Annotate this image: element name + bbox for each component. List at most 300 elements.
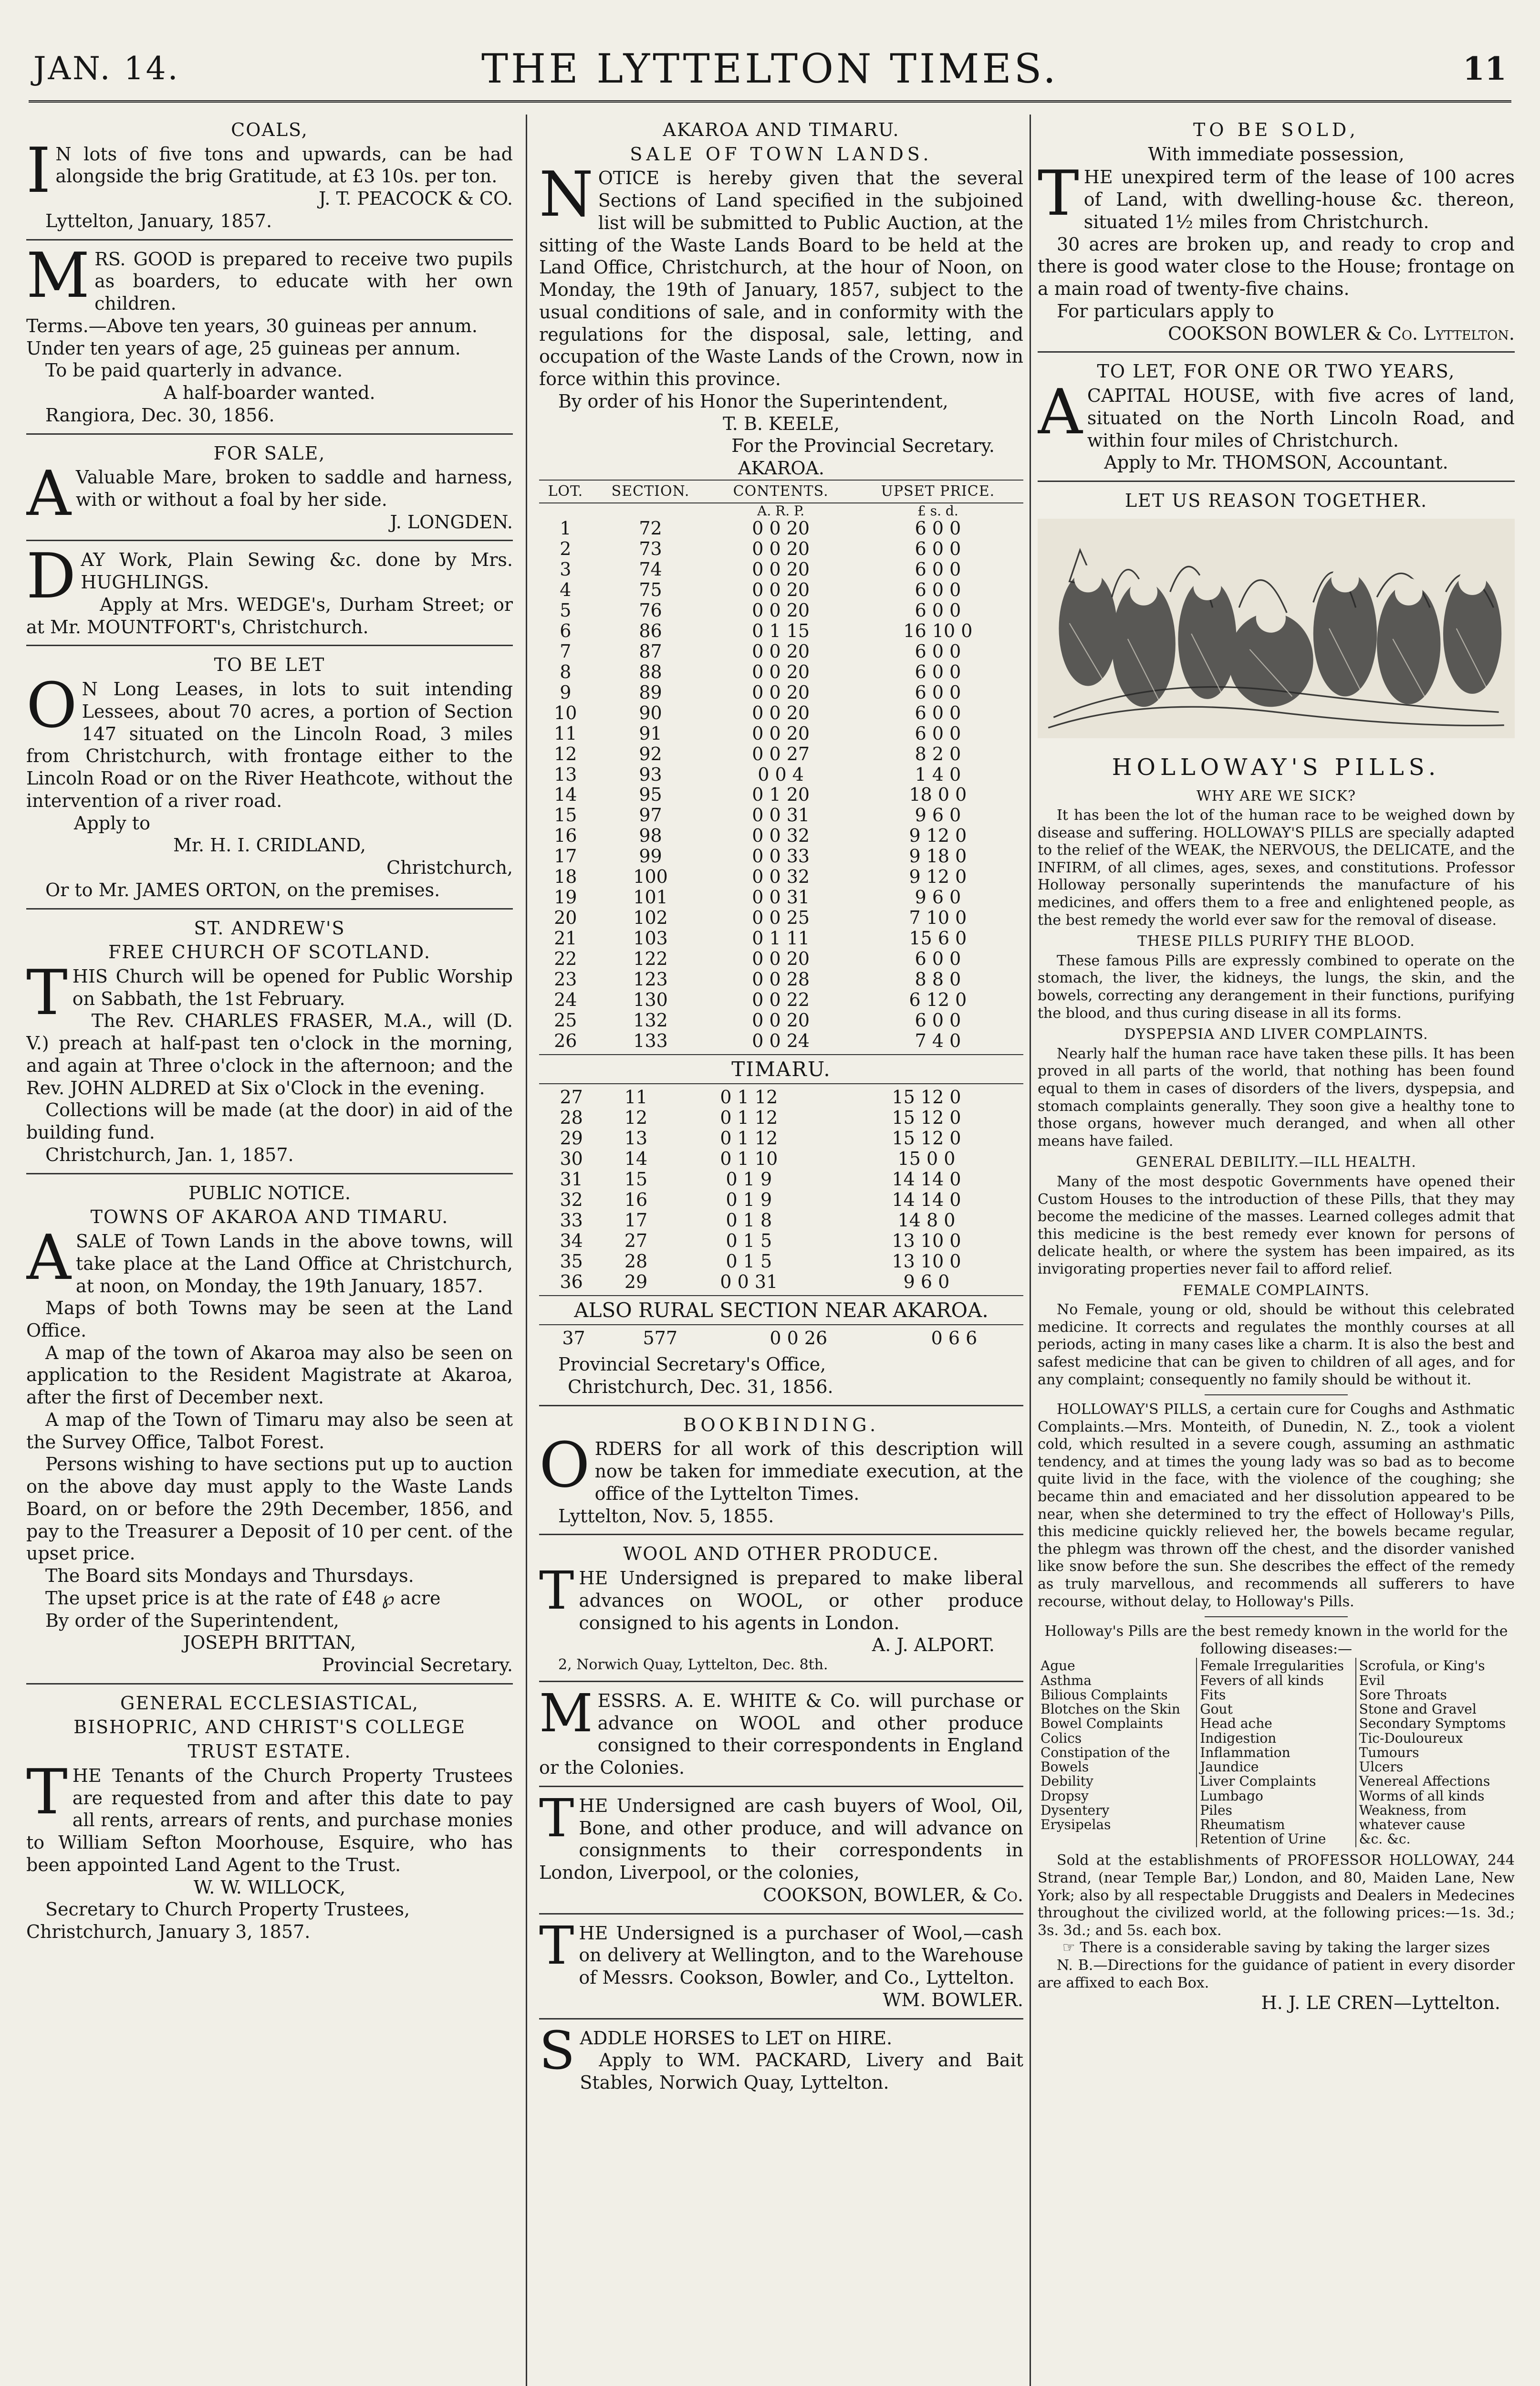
table-cell: 0 1 20 bbox=[752, 784, 810, 806]
table-cell: 15 12 0 bbox=[892, 1087, 961, 1108]
ad-subheading: With immediate possession, bbox=[1148, 143, 1405, 165]
section-heading: FEMALE COMPLAINTS. bbox=[1183, 1282, 1370, 1299]
table-row bbox=[539, 539, 1023, 559]
disease-item: Weakness, from whatever cause bbox=[1359, 1802, 1467, 1832]
ad-text: Or to Mr. JAMES ORTON, on the premises. bbox=[45, 879, 440, 900]
ad-text: A map of the town of Akaroa may also be seen on application to the Resident Magistrate at Akaroa, after the first of December next. bbox=[26, 1342, 513, 1408]
disease-item: &c. &c. bbox=[1359, 1831, 1411, 1847]
ad-signature: JOSEPH BRITTAN, bbox=[183, 1632, 356, 1653]
table-cell: 5 bbox=[560, 600, 572, 621]
diseases-column bbox=[1356, 1658, 1515, 1847]
ad-text: A half-boarder wanted. bbox=[164, 382, 375, 404]
ad-dateline: Christchurch, Jan. 1, 1857. bbox=[45, 1144, 294, 1165]
ad-terms: Under ten years of age, 25 guineas per annum. bbox=[26, 337, 461, 359]
table-cell: 98 bbox=[639, 825, 662, 847]
disease-item: Female Irregularities bbox=[1200, 1658, 1344, 1674]
table-cell: 123 bbox=[633, 968, 668, 990]
drop-cap: M bbox=[26, 239, 90, 312]
ad-text: These famous Pills are expressly combined to operate on the stomach, the liver, the kidneys, the lungs, the skin, and the bowels, correcting any derangement in their functions, purifying the blood, and thus curing disease in all its forms. bbox=[1038, 952, 1515, 1022]
ad-holloways-pills bbox=[1038, 490, 1515, 2021]
drop-cap: T bbox=[26, 956, 68, 1029]
table-cell: 36 bbox=[560, 1271, 583, 1292]
table-cell: 6 bbox=[560, 620, 572, 641]
table-cell: 23 bbox=[554, 968, 577, 990]
ad-text: Maps of both Towns may be seen at the Land Office. bbox=[26, 1298, 513, 1341]
disease-item: Constipation of the Bowels bbox=[1041, 1744, 1170, 1775]
table-cell: 25 bbox=[554, 1009, 577, 1031]
table-cell: 0 1 10 bbox=[720, 1148, 778, 1170]
testimonial-text: HOLLOWAY'S PILLS, a certain cure for Coughs and Asthmatic Complaints.—Mrs. Monteith, of Dunedin, N. Z., took a violent cold, which resulted in a severe cough, assuming an asthmatic tendency, and at times the young lady was so bad as to become quite livid in the face, with the violence of the coughing; she became thin and emaciated and her dissolution appeared to be near, when she determined to try the effect of Holloway's Pills, this medicine quickly relieved her, the bowels became regular, the phlegm was thrown off the chest, and the disorder vanished like snow before the sun. She describes the effect of the remedy as truly marvellous, and recommends all sufferers to have recourse, without delay, to Holloway's Pills. bbox=[1038, 1401, 1515, 1610]
ad-heading: FREE CHURCH OF SCOTLAND. bbox=[108, 942, 431, 963]
table-cell: 16 bbox=[624, 1189, 648, 1210]
page-number: 11 bbox=[1463, 50, 1507, 87]
ad-text: Persons wishing to have sections put up to auction on the above day must apply to the Waste Lands Board, on or before the 29th December, 1856, and pay to the Treasurer a Deposit of 10 per cent. of the upset price. bbox=[26, 1454, 513, 1564]
table-cell: 0 0 28 bbox=[752, 968, 810, 990]
table-cell: 93 bbox=[639, 764, 662, 785]
drop-cap: T bbox=[26, 1755, 68, 1828]
disease-item: Lumbago bbox=[1200, 1788, 1263, 1804]
ad-text: Secretary to Church Property Trustees, bbox=[45, 1899, 410, 1920]
table-cell: 86 bbox=[639, 620, 662, 641]
table-cell: 3 bbox=[560, 559, 572, 580]
ad-heading: TRUST ESTATE. bbox=[187, 1741, 352, 1762]
ad-body: HE Undersigned are cash buyers of Wool, Oil, Bone, and other produce, and will advance on consignments to their correspondents in London, Liverpool, or the colonies, bbox=[539, 1795, 1023, 1884]
table-cell: 74 bbox=[639, 559, 662, 580]
table-cell: 15 0 0 bbox=[897, 1148, 956, 1170]
table-cell: 6 0 0 bbox=[915, 722, 961, 744]
table-section-title: ALSO RURAL SECTION NEAR AKAROA. bbox=[539, 1295, 1023, 1326]
ad-body: ADDLE HORSES to LET on HIRE. bbox=[580, 2027, 893, 2049]
table-cell: 9 6 0 bbox=[903, 1271, 950, 1292]
disease-item: Piles bbox=[1200, 1802, 1233, 1818]
ad-bookbinding bbox=[539, 1414, 1023, 1536]
table-cell: 0 1 9 bbox=[726, 1169, 772, 1190]
ad-text: For particulars apply to bbox=[1057, 300, 1274, 322]
table-cell: 6 0 0 bbox=[915, 681, 961, 703]
rural-section-table bbox=[539, 1328, 1023, 1349]
disease-item: Rheumatism bbox=[1200, 1817, 1285, 1832]
table-cell: 97 bbox=[639, 805, 662, 826]
table-cell: 0 0 31 bbox=[752, 805, 810, 826]
table-cell: 6 0 0 bbox=[915, 579, 961, 601]
ad-heading: TO BE LET bbox=[214, 654, 325, 676]
table-cell: 0 0 20 bbox=[752, 722, 810, 744]
table-row bbox=[539, 518, 1023, 539]
table-row bbox=[539, 1190, 1023, 1210]
table-cell: 9 6 0 bbox=[915, 805, 961, 826]
table-cell: 29 bbox=[560, 1128, 583, 1149]
table-cell: 0 0 20 bbox=[752, 681, 810, 703]
diseases-column bbox=[1038, 1658, 1197, 1847]
ad-heading: BOOKBINDING. bbox=[683, 1414, 880, 1435]
table-cell: 102 bbox=[633, 907, 668, 929]
table-row bbox=[539, 908, 1023, 928]
ad-text: For the Provincial Secretary. bbox=[731, 435, 995, 457]
drop-cap: T bbox=[1038, 157, 1079, 230]
table-cell: 11 bbox=[624, 1087, 648, 1108]
drop-cap: T bbox=[539, 1915, 574, 1976]
disease-item: Fits bbox=[1200, 1686, 1226, 1703]
table-cell: 89 bbox=[639, 681, 662, 703]
issue-date: JAN. 14. bbox=[33, 50, 180, 87]
drop-cap: T bbox=[539, 1560, 574, 1622]
table-cell: 7 bbox=[560, 640, 572, 662]
ad-signature: COOKSON, BOWLER, & Co. bbox=[763, 1884, 1023, 1905]
table-cell: 34 bbox=[560, 1230, 583, 1251]
ad-text: Collections will be made (at the door) in aid of the building fund. bbox=[26, 1099, 513, 1143]
table-cell: 0 0 20 bbox=[752, 702, 810, 723]
table-cell: 6 12 0 bbox=[909, 989, 967, 1010]
table-cell: 21 bbox=[554, 928, 577, 949]
ad-dateline: 2, Norwich Quay, Lyttelton, Dec. 8th. bbox=[558, 1656, 828, 1674]
diseases-column bbox=[1197, 1658, 1355, 1847]
drop-cap: A bbox=[26, 457, 71, 530]
ad-text: Apply to WM. PACKARD, Livery and Bait Stables, Norwich Quay, Lyttelton. bbox=[580, 2050, 1023, 2093]
ad-mrs-good bbox=[26, 239, 513, 435]
ad-text: The Board sits Mondays and Thursdays. bbox=[45, 1565, 414, 1587]
column-header: UPSET PRICE. bbox=[853, 480, 1023, 503]
table-row bbox=[539, 1128, 1023, 1149]
ad-to-be-sold bbox=[1038, 119, 1515, 353]
table-row bbox=[539, 682, 1023, 703]
table-cell: 10 bbox=[554, 702, 577, 723]
table-cell: 27 bbox=[560, 1087, 583, 1108]
table-row bbox=[539, 723, 1023, 744]
table-cell: 14 8 0 bbox=[897, 1209, 956, 1231]
ad-dateline: Christchurch, January 3, 1857. bbox=[26, 1921, 311, 1943]
table-cell: 9 6 0 bbox=[915, 887, 961, 908]
table-cell: 0 0 20 bbox=[752, 948, 810, 969]
table-cell: 31 bbox=[560, 1169, 583, 1190]
ad-terms: Terms.—Above ten years, 30 guineas per annum. bbox=[26, 315, 478, 336]
table-cell: 7 10 0 bbox=[909, 907, 967, 929]
table-row bbox=[539, 1272, 1023, 1292]
table-cell: 20 bbox=[554, 907, 577, 929]
ad-public-notice bbox=[26, 1182, 513, 1685]
table-cell: 19 bbox=[554, 887, 577, 908]
disease-item: Debility bbox=[1041, 1773, 1093, 1790]
table-cell: 11 bbox=[554, 722, 577, 744]
table-row bbox=[539, 703, 1023, 723]
ad-body: SALE of Town Lands in the above towns, will take place at the Land Office at Christchurch, at noon, on Monday, the 19th January, 1857. bbox=[75, 1231, 513, 1297]
ad-signature: WM. BOWLER. bbox=[883, 1989, 1023, 2010]
disease-item: Worms of all kinds bbox=[1359, 1788, 1485, 1804]
table-cell: 28 bbox=[624, 1250, 648, 1272]
disease-item: Ague bbox=[1041, 1658, 1075, 1674]
disease-item: Dysentery bbox=[1041, 1802, 1110, 1818]
ad-to-let-house bbox=[1038, 360, 1515, 482]
table-cell: 9 12 0 bbox=[909, 825, 967, 847]
table-cell: 7 4 0 bbox=[915, 1030, 961, 1051]
disease-item: Bilious Complaints bbox=[1041, 1686, 1168, 1703]
ad-body: HE Undersigned is prepared to make liberal advances on WOOL, or other produce consigned to his agents in London. bbox=[579, 1568, 1023, 1633]
table-cell: 0 0 4 bbox=[758, 764, 804, 785]
table-cell: 6 0 0 bbox=[915, 948, 961, 969]
table-row bbox=[539, 867, 1023, 887]
ad-body: N lots of five tons and upwards, can be had alongside the brig Gratitude, at £3 10s. per ton. bbox=[55, 143, 513, 187]
disease-item: Gout bbox=[1200, 1701, 1233, 1717]
ad-heading: TO BE SOLD, bbox=[1193, 119, 1359, 140]
ad-text: Apply to Mr. THOMSON, Accountant. bbox=[1104, 452, 1448, 473]
ad-white-co bbox=[539, 1682, 1023, 1787]
table-cell: 6 0 0 bbox=[915, 518, 961, 539]
ad-to-be-let bbox=[26, 654, 513, 909]
table-cell: 35 bbox=[560, 1250, 583, 1272]
ad-wool-produce bbox=[539, 1543, 1023, 1682]
table-cell: 18 bbox=[554, 866, 577, 888]
diseases-table bbox=[1038, 1658, 1515, 1847]
ad-heading: TOWNS OF AKAROA AND TIMARU. bbox=[90, 1206, 449, 1228]
table-cell: 6 0 0 bbox=[915, 702, 961, 723]
ad-body: ESSRS. A. E. WHITE & Co. will purchase or advance on WOOL and other produce consigned to their correspondents in England or the Colonies. bbox=[539, 1690, 1023, 1779]
timaru-sections-table bbox=[539, 1087, 1023, 1292]
table-cell: 0 0 20 bbox=[752, 579, 810, 601]
ad-dateline: Lyttelton, January, 1857. bbox=[45, 210, 272, 231]
table-cell: 72 bbox=[639, 518, 662, 539]
table-cell: 0 0 26 bbox=[770, 1328, 828, 1349]
table-cell: 15 12 0 bbox=[892, 1128, 961, 1149]
table-row bbox=[539, 1149, 1023, 1169]
ad-heading: LET US REASON TOGETHER. bbox=[1124, 490, 1428, 512]
drop-cap: I bbox=[26, 134, 51, 207]
table-row bbox=[539, 600, 1023, 621]
table-row bbox=[539, 1210, 1023, 1231]
ad-body: OTICE is hereby given that the several Sections of Land specified in the subjoined list will be submitted to Public Auction, at the sitting of the Waste Lands Board to be held at the Land Office, Christchurch, at the hour of Noon, on Monday, the 19th of January, 1857, subject to the usual conditions of sale, and in conformity with the regulations for the disposal, sale, letting, and occupation of the Waste Lands of the Crown, now in force within this province. bbox=[539, 167, 1023, 390]
ad-body: Valuable Mare, broken to saddle and harness, with or without a foal by her side. bbox=[75, 467, 513, 511]
section-heading: GENERAL DEBILITY.—ILL HEALTH. bbox=[1136, 1154, 1416, 1171]
table-row bbox=[539, 744, 1023, 764]
table-cell: 8 bbox=[560, 661, 572, 682]
ad-text: Provincial Secretary. bbox=[322, 1654, 513, 1675]
ad-body: CAPITAL HOUSE, with five acres of land, situated on the North Lincoln Road, and within four miles of Christchurch. bbox=[1087, 385, 1515, 451]
ad-dateline: Lyttelton, Nov. 5, 1855. bbox=[558, 1505, 774, 1527]
drop-cap: O bbox=[539, 1429, 590, 1502]
table-cell: 130 bbox=[633, 989, 668, 1010]
table-cell: 18 0 0 bbox=[909, 784, 967, 806]
table-cell: 103 bbox=[633, 928, 668, 949]
ad-text: By order of his Honor the Superintendent, bbox=[558, 390, 948, 412]
disease-item: Scrofula, or King's Evil bbox=[1359, 1658, 1485, 1688]
table-cell: 0 0 22 bbox=[752, 989, 810, 1010]
ad-sale-of-town-lands bbox=[539, 119, 1023, 1406]
table-cell: 24 bbox=[554, 989, 577, 1010]
ad-body: RS. GOOD is prepared to receive two pupils as boarders, to educate with her own children. bbox=[94, 248, 513, 314]
table-cell: 0 0 31 bbox=[752, 887, 810, 908]
table-cell: 14 14 0 bbox=[892, 1169, 961, 1190]
ad-text: Holloway's Pills are the best remedy known in the world for the following diseases:— bbox=[1044, 1623, 1508, 1657]
ad-signature: Mr. H. I. CRIDLAND, bbox=[173, 835, 366, 856]
ad-signature: W. W. WILLOCK, bbox=[193, 1876, 346, 1898]
ad-signature: COOKSON BOWLER & Co. Lyttelton. bbox=[1168, 323, 1515, 344]
disease-item: Tic-Douloureux bbox=[1359, 1730, 1463, 1746]
table-header-row bbox=[539, 480, 1023, 503]
drop-cap: A bbox=[1038, 376, 1082, 449]
ad-for-sale bbox=[26, 442, 513, 542]
ad-text: Apply at Mrs. WEDGE's, Durham Street; or at Mr. MOUNTFORT's, Christchurch. bbox=[26, 594, 513, 638]
table-cell: 0 0 32 bbox=[752, 866, 810, 888]
ad-dateline: Christchurch, Dec. 31, 1856. bbox=[568, 1376, 833, 1397]
ad-cookson-buyers bbox=[539, 1787, 1023, 1915]
table-row bbox=[539, 1010, 1023, 1031]
disease-item: Dropsy bbox=[1041, 1788, 1089, 1804]
disease-item: Fevers of all kinds bbox=[1200, 1672, 1324, 1688]
table-cell: 0 1 8 bbox=[726, 1209, 772, 1231]
ad-heading: AKAROA AND TIMARU. bbox=[663, 119, 900, 140]
ad-text: A map of the Town of Timaru may also be seen at the Survey Office, Talbot Forest. bbox=[26, 1409, 513, 1453]
drop-cap: O bbox=[26, 669, 77, 742]
disease-item: Tumours bbox=[1359, 1744, 1419, 1760]
ad-body: HE unexpired term of the lease of 100 acres of Land, with dwelling-house &c. thereon, situated 1½ miles from Christchurch. bbox=[1083, 167, 1515, 232]
column-header: CONTENTS. bbox=[709, 480, 852, 503]
disease-item: Jaundice bbox=[1200, 1759, 1259, 1775]
drop-cap: S bbox=[539, 2020, 575, 2081]
table-cell: 13 bbox=[554, 764, 577, 785]
table-section-title: TIMARU. bbox=[539, 1054, 1023, 1085]
table-cell: 6 0 0 bbox=[915, 538, 961, 560]
table-cell: 14 bbox=[624, 1148, 648, 1170]
table-row bbox=[539, 621, 1023, 641]
ad-text: Sold at the establishments of PROFESSOR HOLLOWAY, 244 Strand, (near Temple Bar,) London, and 80, Maiden Lane, New York; also by all respectable Druggists and Dealers in Medecines throughout the civilized world, at the following prices:—1s. 3d.; 3s. 3d.; and 5s. each box. bbox=[1038, 1852, 1515, 1939]
table-cell: 30 bbox=[560, 1148, 583, 1170]
ad-text: Many of the most despotic Governments have opened their Custom Houses to the introduction of these Pills, that they may become the medicine of the masses. Learned colleges admit that this medicine is the best remedy ever known for persons of delicate health, or where the system has been impaired, as its invigorating properties never fail to afford relief. bbox=[1038, 1173, 1515, 1277]
table-cell: 0 1 11 bbox=[752, 928, 810, 949]
table-cell: 101 bbox=[633, 887, 668, 908]
disease-item: Secondary Symptoms bbox=[1359, 1716, 1506, 1732]
ad-text: It has been the lot of the human race to be weighed down by disease and suffering. HOLLOWAY'S PILLS are specially adapted to the relief of the WEAK, the NERVOUS, the DELICATE, and the INFIRM, of all climes, ages, sexes, and constitutions. Professor Holloway personally superintends the manufacture of his medicines, and offers them to a free and enlightened people, as the best remedy the world ever saw for the removal of disease. bbox=[1038, 807, 1515, 929]
table-cell: 6 0 0 bbox=[915, 600, 961, 621]
table-cell: 12 bbox=[624, 1107, 648, 1129]
table-cell: 0 0 20 bbox=[752, 600, 810, 621]
ad-text: Provincial Secretary's Office, bbox=[558, 1354, 826, 1375]
table-cell: 4 bbox=[560, 579, 572, 601]
ad-trust-estate bbox=[26, 1692, 513, 1950]
table-cell: 0 0 33 bbox=[752, 846, 810, 867]
table-cell: 0 0 20 bbox=[752, 1009, 810, 1031]
disease-item: Indigestion bbox=[1200, 1730, 1277, 1746]
table-cell: 22 bbox=[554, 948, 577, 969]
table-cell: 27 bbox=[624, 1230, 648, 1251]
table-cell: 6 0 0 bbox=[915, 1009, 961, 1031]
ad-heading: COALS, bbox=[231, 119, 308, 140]
ad-signature: J. LONGDEN. bbox=[390, 511, 513, 533]
disease-item: Venereal Affections bbox=[1359, 1773, 1490, 1790]
table-cell: 1 4 0 bbox=[915, 764, 961, 785]
table-row bbox=[539, 662, 1023, 682]
table-row bbox=[539, 1031, 1023, 1051]
table-row bbox=[539, 949, 1023, 969]
masthead bbox=[29, 43, 1511, 103]
disease-item: Ulcers bbox=[1359, 1759, 1404, 1775]
units-label: A. R. P. bbox=[757, 502, 805, 519]
table-cell: 15 12 0 bbox=[892, 1107, 961, 1129]
section-heading: DYSPEPSIA AND LIVER COMPLAINTS. bbox=[1124, 1026, 1428, 1043]
column-header: LOT. bbox=[539, 480, 592, 503]
ad-signature: T. B. KEELE, bbox=[723, 413, 840, 434]
section-heading: WHY ARE WE SICK? bbox=[1196, 787, 1356, 805]
ad-heading: SALE OF TOWN LANDS. bbox=[630, 143, 933, 165]
table-row bbox=[539, 764, 1023, 785]
table-cell: 73 bbox=[639, 538, 662, 560]
table-cell: 0 0 31 bbox=[720, 1271, 778, 1292]
ad-text: N. B.—Directions for the guidance of patient in every disorder are affixed to each Box. bbox=[1038, 1957, 1515, 1991]
table-cell: 0 1 12 bbox=[720, 1087, 778, 1108]
ad-text: The upset price is at the rate of £48 ℘ acre bbox=[45, 1587, 441, 1609]
table-cell: 9 bbox=[560, 681, 572, 703]
table-cell: 12 bbox=[554, 743, 577, 764]
table-cell: 0 1 5 bbox=[726, 1230, 772, 1251]
units-label: £ s. d. bbox=[917, 502, 958, 519]
disease-item: Asthma bbox=[1041, 1672, 1092, 1688]
table-row bbox=[539, 1231, 1023, 1251]
table-cell: 6 0 0 bbox=[915, 661, 961, 682]
table-cell: 14 14 0 bbox=[892, 1189, 961, 1210]
ad-signature: H. J. LE CREN—Lyttelton. bbox=[1261, 1992, 1500, 2014]
table-cell: 8 8 0 bbox=[915, 968, 961, 990]
akaroa-sections-table bbox=[539, 480, 1023, 1051]
table-cell: 75 bbox=[639, 579, 662, 601]
table-section-title: AKAROA. bbox=[738, 458, 825, 479]
table-cell: 6 0 0 bbox=[915, 640, 961, 662]
drop-cap: N bbox=[539, 158, 593, 231]
column-rule bbox=[1030, 115, 1031, 2386]
table-cell: 17 bbox=[624, 1209, 648, 1231]
table-cell: 16 bbox=[554, 825, 577, 847]
table-cell: 15 6 0 bbox=[909, 928, 967, 949]
table-cell: 0 0 24 bbox=[752, 1030, 810, 1051]
table-cell: 0 1 15 bbox=[752, 620, 810, 641]
ad-heading: GENERAL ECCLESIASTICAL, bbox=[120, 1692, 419, 1714]
table-cell: 13 10 0 bbox=[892, 1230, 961, 1251]
ad-body: RDERS for all work of this description will now be taken for immediate execution, at the office of the Lyttelton Times. bbox=[594, 1438, 1023, 1504]
table-cell: 0 0 20 bbox=[752, 538, 810, 560]
table-row bbox=[539, 580, 1023, 600]
table-row bbox=[539, 846, 1023, 867]
table-row bbox=[539, 641, 1023, 662]
table-cell: 15 bbox=[554, 805, 577, 826]
table-cell: 8 2 0 bbox=[915, 743, 961, 764]
table-cell: 0 1 5 bbox=[726, 1250, 772, 1272]
table-cell: 1 bbox=[560, 518, 572, 539]
column-3 bbox=[1038, 117, 1515, 2386]
table-cell: 577 bbox=[643, 1328, 678, 1349]
units-row bbox=[539, 503, 1023, 519]
drop-cap: M bbox=[539, 1682, 593, 1744]
drop-cap: D bbox=[26, 540, 76, 613]
table-cell: 26 bbox=[554, 1030, 577, 1051]
table-row bbox=[539, 1328, 1023, 1349]
ad-text: 30 acres are broken up, and ready to crop and there is good water close to the House; frontage on a main road of twenty-five chains. bbox=[1038, 233, 1515, 300]
ad-heading: BISHOPRIC, AND CHRIST'S COLLEGE bbox=[73, 1716, 466, 1738]
table-cell: 76 bbox=[639, 600, 662, 621]
table-cell: 9 18 0 bbox=[909, 846, 967, 867]
ad-heading: ST. ANDREW'S bbox=[194, 917, 345, 939]
ad-st-andrews bbox=[26, 917, 513, 1174]
table-cell: 32 bbox=[560, 1189, 583, 1210]
ad-text: By order of the Superintendent, bbox=[45, 1610, 339, 1631]
table-cell: 6 0 0 bbox=[915, 559, 961, 580]
disease-item: Bowel Complaints bbox=[1041, 1716, 1163, 1732]
disease-item: Sore Throats bbox=[1359, 1686, 1447, 1703]
disease-item: Erysipelas bbox=[1041, 1817, 1111, 1832]
ad-kicker: PUBLIC NOTICE. bbox=[188, 1182, 351, 1203]
column-1 bbox=[26, 117, 513, 2386]
ad-text: The Rev. CHARLES FRASER, M.A., will (D. V.) preach at half-past ten o'clock in the morning, and again at Three o'clock in the afternoon; and the Rev. JOHN ALDRED at Six o'Clock in the evening. bbox=[26, 1010, 513, 1099]
disease-item: Stone and Gravel bbox=[1359, 1701, 1477, 1717]
ad-body: HE Tenants of the Church Property Trustees are requested from and after this date to pay all rents, arrears of rents, and purchase monies to William Sefton Moorhouse, Esquire, who has been appointed Land Agent to the Trust. bbox=[26, 1765, 513, 1875]
table-cell: 88 bbox=[639, 661, 662, 682]
table-cell: 15 bbox=[624, 1169, 648, 1190]
ad-text: To be paid quarterly in advance. bbox=[45, 360, 343, 381]
